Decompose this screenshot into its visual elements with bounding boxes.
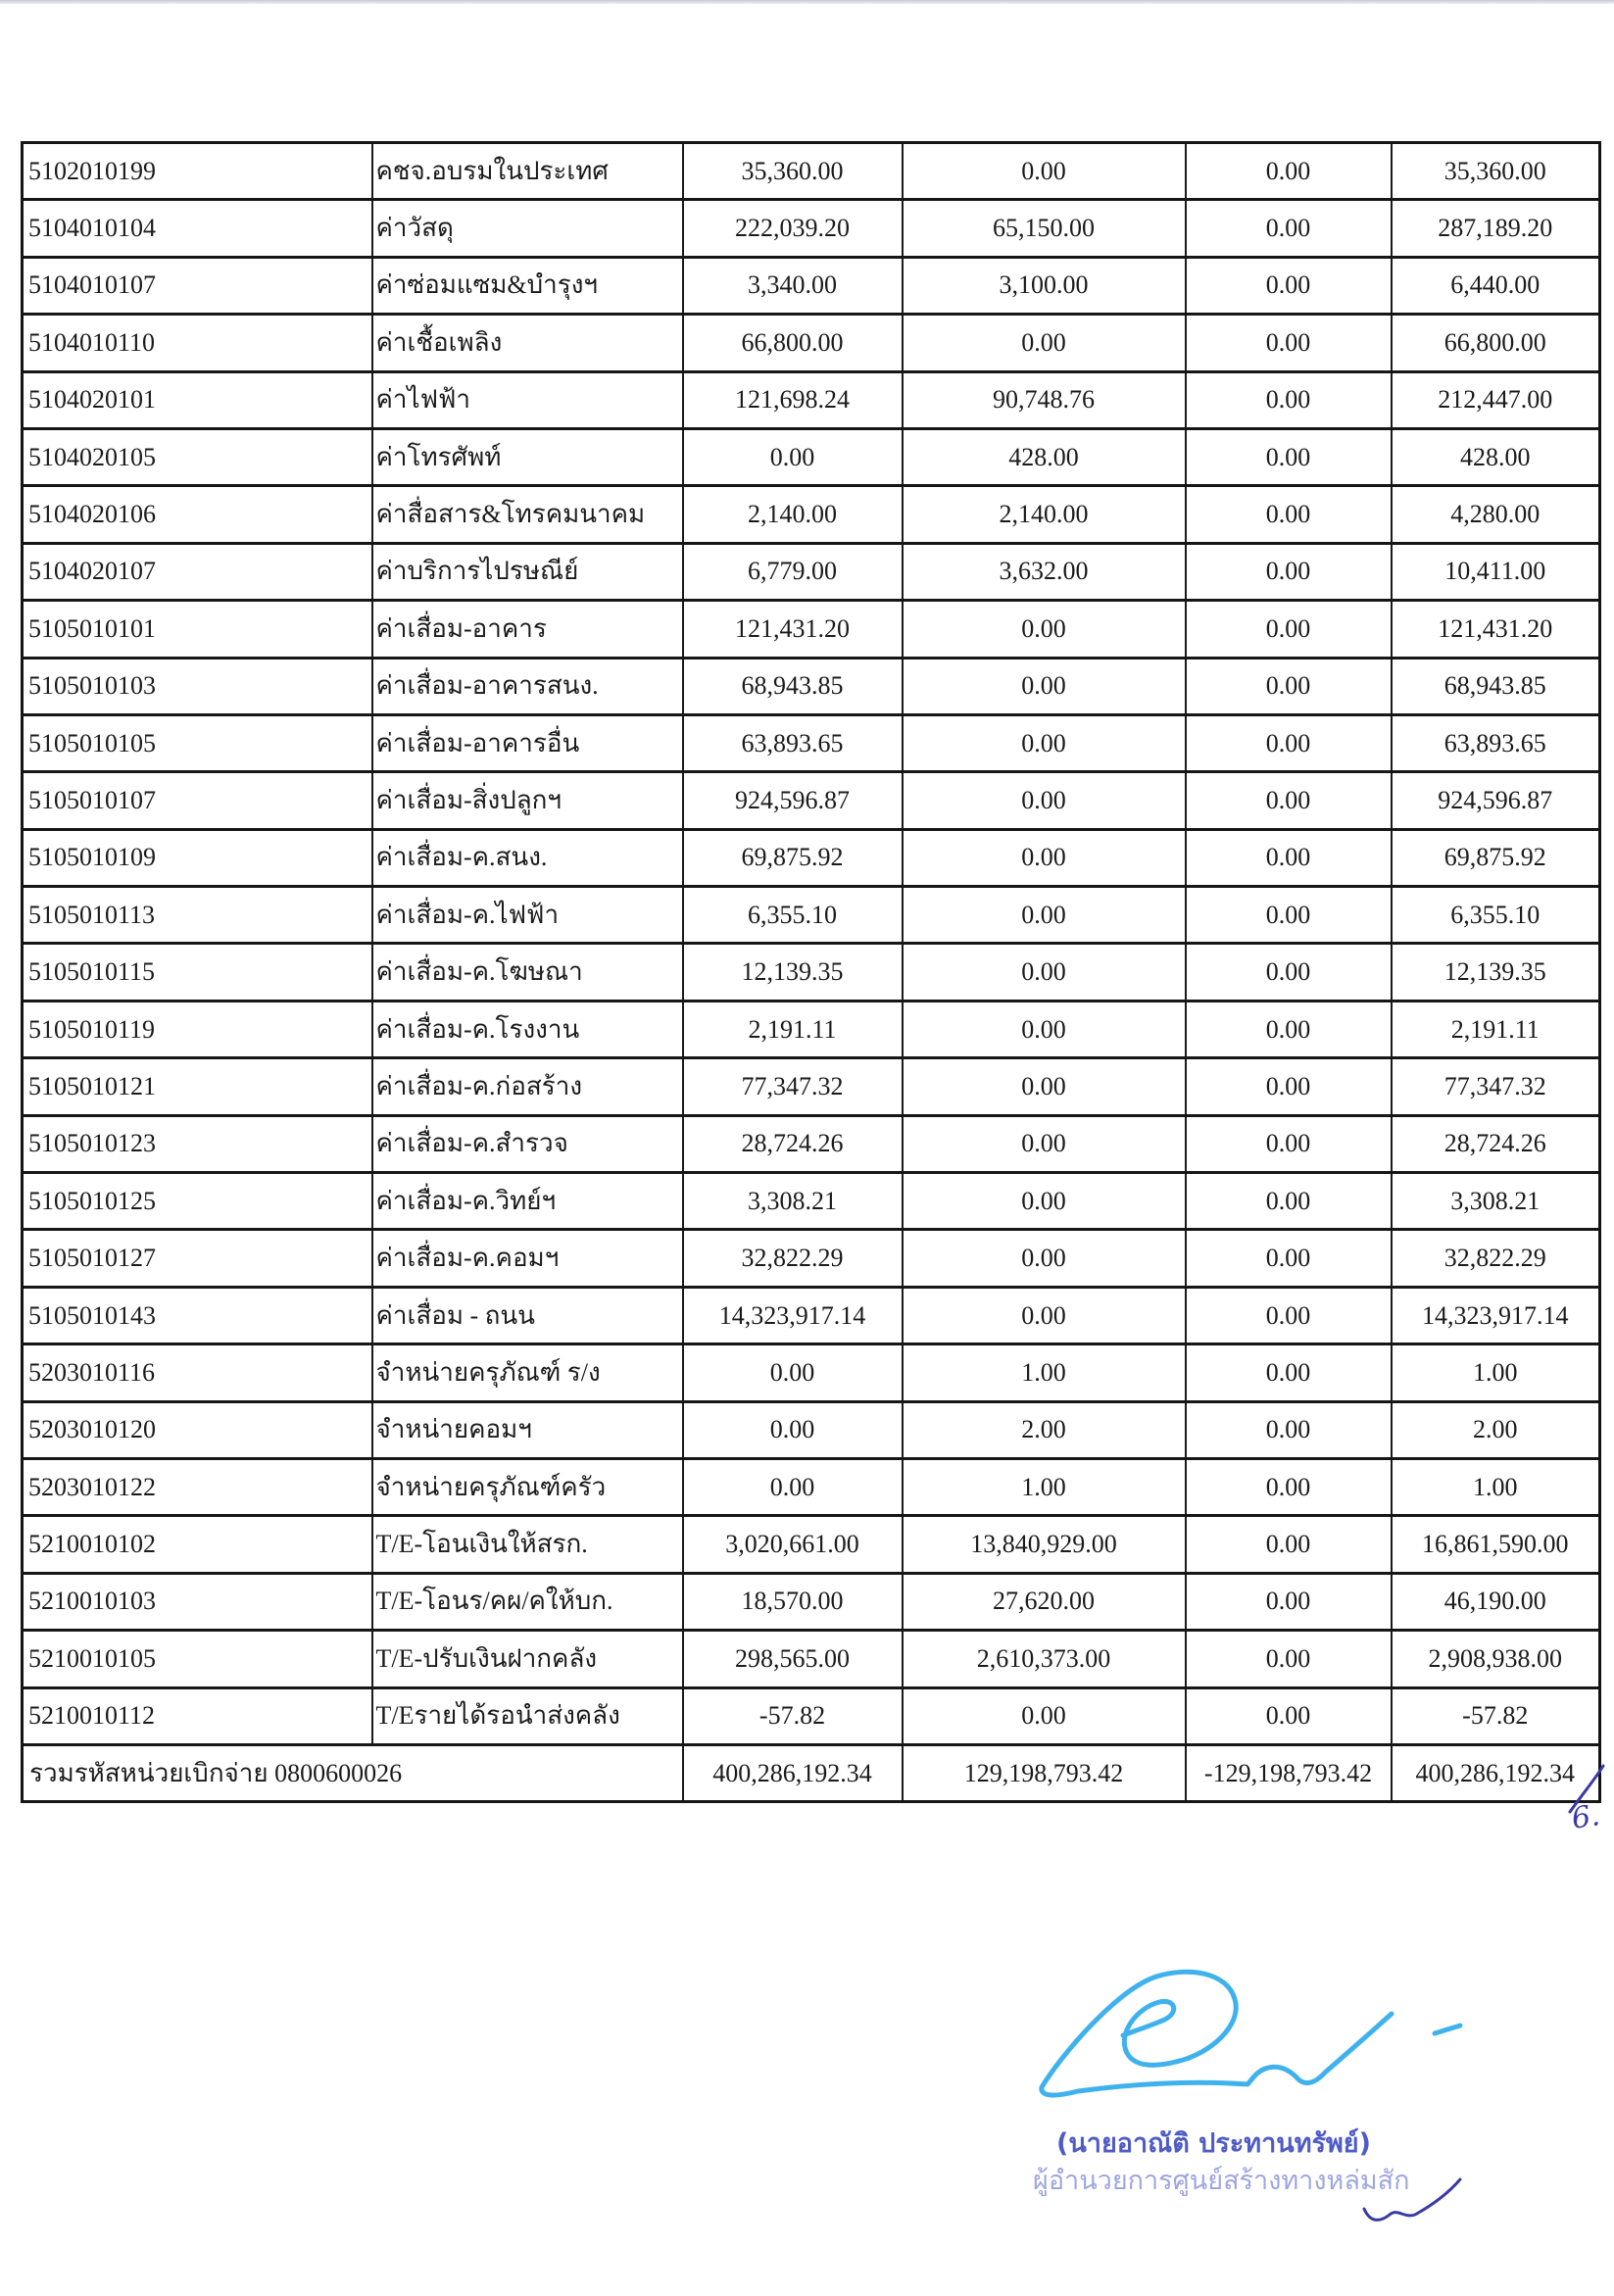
account-name: ค่าเชื้อเพลิง	[372, 315, 683, 371]
account-code: 5102010199	[23, 143, 372, 200]
account-name: ค่าเสื่อม-อาคารอื่น	[372, 714, 683, 771]
opening-balance: 63,893.65	[683, 714, 903, 771]
debit-amount: 0.00	[903, 1058, 1186, 1115]
credit-amount: 0.00	[1186, 315, 1392, 371]
account-code: 5105010105	[23, 714, 372, 771]
account-name: ค่าวัสดุ	[372, 200, 683, 257]
credit-amount: 0.00	[1186, 371, 1392, 428]
credit-amount: 0.00	[1186, 1573, 1392, 1630]
account-code: 5105010115	[23, 944, 372, 1001]
opening-balance: 0.00	[683, 1344, 903, 1401]
credit-amount: 0.00	[1186, 944, 1392, 1001]
closing-balance: 2,908,938.00	[1392, 1631, 1600, 1687]
table-row	[23, 829, 1600, 886]
account-code: 5105010125	[23, 1173, 372, 1230]
credit-amount: 0.00	[1186, 658, 1392, 714]
table-row	[23, 1573, 1600, 1630]
account-code: 5104010107	[23, 257, 372, 314]
closing-balance: 924,596.87	[1392, 772, 1600, 829]
account-name: ค่าเสื่อม-ค.โรงงาน	[372, 1001, 683, 1057]
signature-dash	[1435, 2026, 1460, 2033]
account-code: 5203010120	[23, 1401, 372, 1458]
total-debit-amount: 129,198,793.42	[903, 1744, 1186, 1801]
signature-loop	[1042, 1972, 1236, 2087]
debit-amount: 1.00	[903, 1458, 1186, 1515]
debit-amount: 0.00	[903, 887, 1186, 944]
closing-balance: 68,943.85	[1392, 658, 1600, 714]
debit-amount: 0.00	[903, 658, 1186, 714]
closing-balance: 10,411.00	[1392, 543, 1600, 600]
closing-balance: 4,280.00	[1392, 486, 1600, 543]
account-code: 5203010122	[23, 1458, 372, 1515]
closing-balance: 1.00	[1392, 1344, 1600, 1401]
opening-balance: 298,565.00	[683, 1631, 903, 1687]
account-code: 5105010121	[23, 1058, 372, 1115]
credit-amount: 0.00	[1186, 1115, 1392, 1172]
table-row	[23, 1287, 1600, 1343]
debit-amount: 0.00	[903, 829, 1186, 886]
debit-amount: 0.00	[903, 143, 1186, 200]
account-code: 5105010109	[23, 829, 372, 886]
account-name: T/E-ปรับเงินฝากคลัง	[372, 1631, 683, 1687]
table-row	[23, 1058, 1600, 1115]
table-row	[23, 543, 1600, 600]
opening-balance: 35,360.00	[683, 143, 903, 200]
table-row	[23, 1458, 1600, 1515]
closing-balance: 3,308.21	[1392, 1173, 1600, 1230]
credit-amount: 0.00	[1186, 601, 1392, 658]
table-row	[23, 944, 1600, 1001]
account-name: ค่าเสื่อม-ค.วิทย์ฯ	[372, 1173, 683, 1230]
closing-balance: 66,800.00	[1392, 315, 1600, 371]
debit-amount: 2.00	[903, 1401, 1186, 1458]
debit-amount: 0.00	[903, 1230, 1186, 1287]
opening-balance: 69,875.92	[683, 829, 903, 886]
opening-balance: 28,724.26	[683, 1115, 903, 1172]
debit-amount: 65,150.00	[903, 200, 1186, 257]
table-row	[23, 887, 1600, 944]
credit-amount: 0.00	[1186, 887, 1392, 944]
closing-balance: 212,447.00	[1392, 371, 1600, 428]
credit-amount: 0.00	[1186, 1516, 1392, 1573]
closing-balance: 16,861,590.00	[1392, 1516, 1600, 1573]
account-code: 5104020101	[23, 371, 372, 428]
account-name: จำหน่ายครุภัณฑ์ครัว	[372, 1458, 683, 1515]
closing-balance: 6,440.00	[1392, 257, 1600, 314]
ledger-table	[21, 141, 1601, 1803]
table-row	[23, 143, 1600, 200]
credit-amount: 0.00	[1186, 714, 1392, 771]
closing-balance: 32,822.29	[1392, 1230, 1600, 1287]
closing-balance: 63,893.65	[1392, 714, 1600, 771]
debit-amount: 3,100.00	[903, 257, 1186, 314]
account-code: 5105010143	[23, 1287, 372, 1343]
account-code: 5105010127	[23, 1230, 372, 1287]
closing-balance: 121,431.20	[1392, 601, 1600, 658]
ledger-body	[23, 143, 1600, 1802]
total-row	[23, 1744, 1600, 1801]
account-name: ค่าเสื่อม - ถนน	[372, 1287, 683, 1343]
opening-balance: 6,779.00	[683, 543, 903, 600]
credit-amount: 0.00	[1186, 428, 1392, 485]
debit-amount: 0.00	[903, 714, 1186, 771]
opening-balance: 121,698.24	[683, 371, 903, 428]
opening-balance: 3,340.00	[683, 257, 903, 314]
table-row	[23, 486, 1600, 543]
account-name: ค่าเสื่อม-อาคารสนง.	[372, 658, 683, 714]
account-code: 5104020107	[23, 543, 372, 600]
account-name: ค่าเสื่อม-ค.ไฟฟ้า	[372, 887, 683, 944]
debit-amount: 0.00	[903, 601, 1186, 658]
account-name: ค่าเสื่อม-ค.คอมฯ	[372, 1230, 683, 1287]
table-row	[23, 1344, 1600, 1401]
table-row	[23, 1631, 1600, 1687]
debit-amount: 2,140.00	[903, 486, 1186, 543]
table-row	[23, 315, 1600, 371]
closing-balance: 6,355.10	[1392, 887, 1600, 944]
debit-amount: 0.00	[903, 1001, 1186, 1057]
debit-amount: 428.00	[903, 428, 1186, 485]
opening-balance: 222,039.20	[683, 200, 903, 257]
opening-balance: 3,020,661.00	[683, 1516, 903, 1573]
account-name: ค่าไฟฟ้า	[372, 371, 683, 428]
table-row	[23, 714, 1600, 771]
credit-amount: 0.00	[1186, 1458, 1392, 1515]
total-label: รวมรหัสหน่วยเบิกจ่าย 0800600026	[23, 1744, 683, 1801]
credit-amount: 0.00	[1186, 486, 1392, 543]
opening-balance: 0.00	[683, 428, 903, 485]
credit-amount: 0.00	[1186, 143, 1392, 200]
opening-balance: 2,191.11	[683, 1001, 903, 1057]
account-name: ค่าเสื่อม-ค.สนง.	[372, 829, 683, 886]
opening-balance: 924,596.87	[683, 772, 903, 829]
debit-amount: 0.00	[903, 1173, 1186, 1230]
debit-amount: 0.00	[903, 315, 1186, 371]
account-name: ค่าเสื่อม-ค.สำรวจ	[372, 1115, 683, 1172]
table-row	[23, 200, 1600, 257]
credit-amount: 0.00	[1186, 1687, 1392, 1744]
total-opening-balance: 400,286,192.34	[683, 1744, 903, 1801]
credit-amount: 0.00	[1186, 1287, 1392, 1343]
account-name: ค่าเสื่อม-ค.โฆษณา	[372, 944, 683, 1001]
account-name: T/E-โอนร/คผ/คให้บก.	[372, 1573, 683, 1630]
closing-balance: 69,875.92	[1392, 829, 1600, 886]
table-row	[23, 658, 1600, 714]
scan-edge	[0, 0, 1614, 4]
total-credit-amount: -129,198,793.42	[1186, 1744, 1392, 1801]
table-row	[23, 371, 1600, 428]
account-code: 5105010119	[23, 1001, 372, 1057]
account-code: 5104020106	[23, 486, 372, 543]
account-name: ค่าเสื่อม-ค.ก่อสร้าง	[372, 1058, 683, 1115]
closing-balance: 2.00	[1392, 1401, 1600, 1458]
table-row	[23, 1687, 1600, 1744]
closing-balance: 1.00	[1392, 1458, 1600, 1515]
debit-amount: 2,610,373.00	[903, 1631, 1186, 1687]
account-name: T/E-โอนเงินให้สรก.	[372, 1516, 683, 1573]
closing-balance: 46,190.00	[1392, 1573, 1600, 1630]
account-name: จำหน่ายคอมฯ	[372, 1401, 683, 1458]
table-row	[23, 1401, 1600, 1458]
opening-balance: 2,140.00	[683, 486, 903, 543]
account-code: 5104020105	[23, 428, 372, 485]
signatory-title: ผู้อำนวยการศูนย์สร้างทางหล่มสัก	[1033, 2166, 1410, 2196]
account-name: ค่าเสื่อม-สิ่งปลูกฯ	[372, 772, 683, 829]
credit-amount: 0.00	[1186, 829, 1392, 886]
opening-balance: 68,943.85	[683, 658, 903, 714]
debit-amount: 0.00	[903, 1687, 1186, 1744]
account-code: 5104010110	[23, 315, 372, 371]
account-name: จำหน่ายครุภัณฑ์ ร/ง	[372, 1344, 683, 1401]
total-closing-balance: 400,286,192.34	[1392, 1744, 1600, 1801]
credit-amount: 0.00	[1186, 1401, 1392, 1458]
account-name: ค่าบริการไปรษณีย์	[372, 543, 683, 600]
credit-amount: 0.00	[1186, 1230, 1392, 1287]
opening-balance: 121,431.20	[683, 601, 903, 658]
credit-amount: 0.00	[1186, 257, 1392, 314]
opening-balance: 32,822.29	[683, 1230, 903, 1287]
account-code: 5210010102	[23, 1516, 372, 1573]
credit-amount: 0.00	[1186, 1631, 1392, 1687]
account-name: ค่าสื่อสาร&โทรคมนาคม	[372, 486, 683, 543]
account-name: ค่าเสื่อม-อาคาร	[372, 601, 683, 658]
account-code: 5105010107	[23, 772, 372, 829]
table-row	[23, 601, 1600, 658]
account-name: คชจ.อบรมในประเทศ	[372, 143, 683, 200]
table-row	[23, 1230, 1600, 1287]
table-row	[23, 1115, 1600, 1172]
debit-amount: 0.00	[903, 772, 1186, 829]
opening-balance: 3,308.21	[683, 1173, 903, 1230]
signature-scribble	[1042, 1972, 1460, 2095]
signature-baseline	[1042, 2014, 1392, 2095]
account-code: 5105010101	[23, 601, 372, 658]
credit-amount: 0.00	[1186, 1001, 1392, 1057]
closing-balance: 12,139.35	[1392, 944, 1600, 1001]
debit-amount: 0.00	[903, 1287, 1186, 1343]
table-row	[23, 1516, 1600, 1573]
credit-amount: 0.00	[1186, 772, 1392, 829]
opening-balance: 0.00	[683, 1458, 903, 1515]
debit-amount: 27,620.00	[903, 1573, 1186, 1630]
opening-balance: 18,570.00	[683, 1573, 903, 1630]
closing-balance: 35,360.00	[1392, 143, 1600, 200]
table-row	[23, 1001, 1600, 1057]
opening-balance: 12,139.35	[683, 944, 903, 1001]
account-code: 5105010103	[23, 658, 372, 714]
account-code: 5210010105	[23, 1631, 372, 1687]
account-code: 5210010103	[23, 1573, 372, 1630]
opening-balance: 0.00	[683, 1401, 903, 1458]
account-name: T/Eรายได้รอนำส่งคลัง	[372, 1687, 683, 1744]
opening-balance: 6,355.10	[683, 887, 903, 944]
credit-amount: 0.00	[1186, 200, 1392, 257]
closing-balance: 428.00	[1392, 428, 1600, 485]
closing-balance: 2,191.11	[1392, 1001, 1600, 1057]
credit-amount: 0.00	[1186, 543, 1392, 600]
debit-amount: 90,748.76	[903, 371, 1186, 428]
margin-note: 6.	[1569, 1798, 1602, 1836]
account-code: 5210010112	[23, 1687, 372, 1744]
closing-balance: 14,323,917.14	[1392, 1287, 1600, 1343]
table-row	[23, 1173, 1600, 1230]
account-code: 5105010123	[23, 1115, 372, 1172]
credit-amount: 0.00	[1186, 1058, 1392, 1115]
debit-amount: 1.00	[903, 1344, 1186, 1401]
account-name: ค่าโทรศัพท์	[372, 428, 683, 485]
debit-amount: 0.00	[903, 944, 1186, 1001]
closing-balance: 287,189.20	[1392, 200, 1600, 257]
closing-balance: 28,724.26	[1392, 1115, 1600, 1172]
debit-amount: 0.00	[903, 1115, 1186, 1172]
closing-balance: -57.82	[1392, 1687, 1600, 1744]
opening-balance: 14,323,917.14	[683, 1287, 903, 1343]
opening-balance: 77,347.32	[683, 1058, 903, 1115]
debit-amount: 3,632.00	[903, 543, 1186, 600]
closing-balance: 77,347.32	[1392, 1058, 1600, 1115]
account-name: ค่าซ่อมแซม&บำรุงฯ	[372, 257, 683, 314]
account-code: 5104010104	[23, 200, 372, 257]
account-code: 5203010116	[23, 1344, 372, 1401]
credit-amount: 0.00	[1186, 1344, 1392, 1401]
table-row	[23, 428, 1600, 485]
table-row	[23, 257, 1600, 314]
table-row	[23, 772, 1600, 829]
account-code: 5105010113	[23, 887, 372, 944]
debit-amount: 13,840,929.00	[903, 1516, 1186, 1573]
signatory-name: (นายอาณัติ ประทานทรัพย์)	[1056, 2128, 1371, 2159]
opening-balance: -57.82	[683, 1687, 903, 1744]
opening-balance: 66,800.00	[683, 315, 903, 371]
credit-amount: 0.00	[1186, 1173, 1392, 1230]
